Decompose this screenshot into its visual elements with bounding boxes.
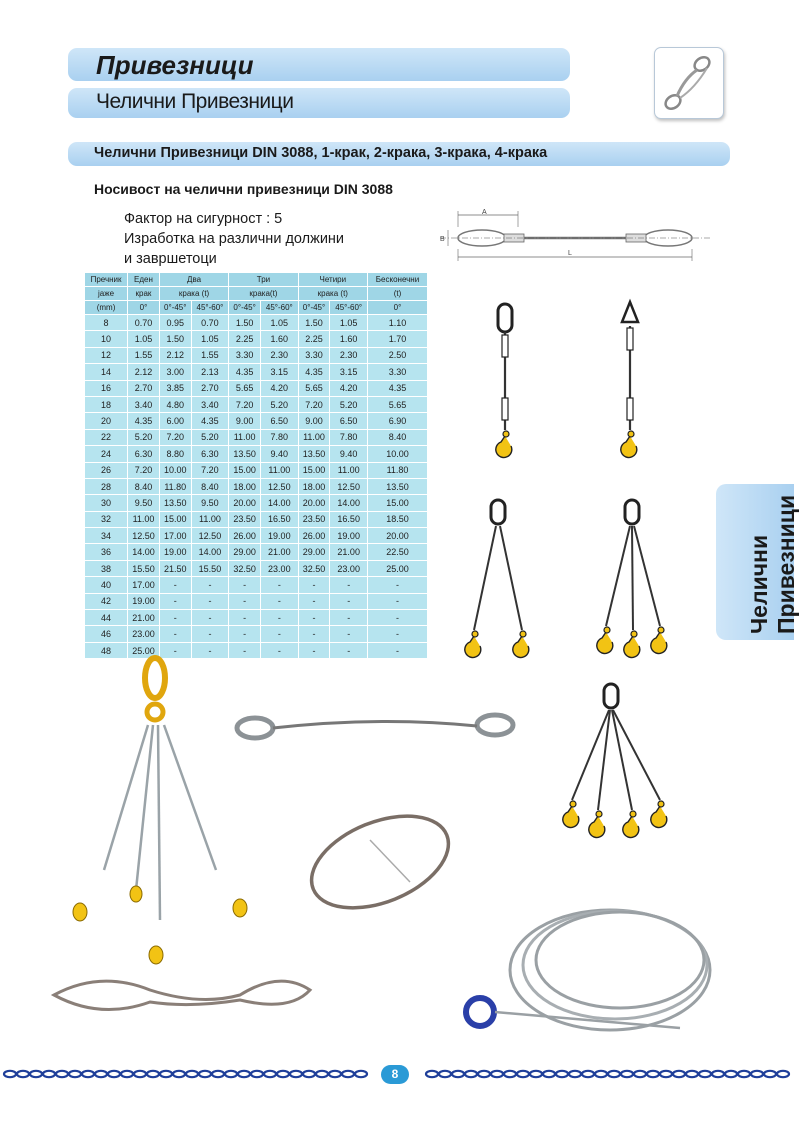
lengths-note: Изработка на различни должини xyxy=(124,231,345,247)
table-row xyxy=(85,577,428,593)
table-cell: 15.00 xyxy=(298,462,330,478)
table-cell: 12.50 xyxy=(330,478,368,494)
table-cell: - xyxy=(368,610,428,626)
table-cell: 20.00 xyxy=(368,528,428,544)
table-cell: 1.55 xyxy=(128,347,160,363)
table-cell: 4.80 xyxy=(159,396,191,412)
table-cell: 8.40 xyxy=(368,429,428,445)
table-row xyxy=(85,511,428,527)
table-heading: Носивост на челични привезници DIN 3088 xyxy=(94,181,393,197)
table-cell: 23.50 xyxy=(229,511,261,527)
table-cell: 15.00 xyxy=(229,462,261,478)
table-cell: 4.20 xyxy=(330,380,368,396)
table-cell: 2.25 xyxy=(229,331,261,347)
table-cell: 21.00 xyxy=(128,610,160,626)
table-cell: 29.00 xyxy=(229,544,261,560)
table-header-cell: Пречник xyxy=(85,273,128,287)
table-header-cell: крака(t) xyxy=(229,287,298,301)
table-cell: 32.50 xyxy=(229,560,261,576)
table-cell: - xyxy=(191,593,229,609)
table-cell: 26.00 xyxy=(298,528,330,544)
side-tab-text xyxy=(746,495,800,634)
table-header-cell: крак xyxy=(128,287,160,301)
table-cell: 6.30 xyxy=(191,446,229,462)
table-cell: 18.50 xyxy=(368,511,428,527)
table-cell: 26 xyxy=(85,462,128,478)
table-cell: 17.00 xyxy=(128,577,160,593)
table-cell: 18 xyxy=(85,396,128,412)
coiled-wire-rope-photo xyxy=(466,910,710,1030)
table-cell: 3.15 xyxy=(330,364,368,380)
table-cell: - xyxy=(159,642,191,658)
table-row xyxy=(85,331,428,347)
table-cell: 19.00 xyxy=(159,544,191,560)
table-cell: 29.00 xyxy=(298,544,330,560)
table-cell: 6.90 xyxy=(368,413,428,429)
table-cell: 16.50 xyxy=(330,511,368,527)
table-cell: 14 xyxy=(85,364,128,380)
table-header-cell: Бесконечни xyxy=(368,273,428,287)
table-row xyxy=(85,544,428,560)
table-cell: - xyxy=(261,610,299,626)
page-subtitle: Челични Привезници xyxy=(96,90,294,113)
table-header-cell: 0°-45° xyxy=(229,301,261,315)
table-cell: 19.00 xyxy=(261,528,299,544)
table-header-cell: крака (t) xyxy=(159,287,228,301)
table-cell: 46 xyxy=(85,626,128,642)
table-cell: - xyxy=(298,610,330,626)
table-cell: 3.30 xyxy=(298,347,330,363)
table-cell: 11.00 xyxy=(298,429,330,445)
table-cell: 11.00 xyxy=(261,462,299,478)
table-cell: 13.50 xyxy=(298,446,330,462)
table-header-cell: Четири xyxy=(298,273,367,287)
table-cell: 23.00 xyxy=(261,560,299,576)
table-cell: 4.35 xyxy=(229,364,261,380)
table-cell: 12 xyxy=(85,347,128,363)
table-cell: 3.00 xyxy=(159,364,191,380)
table-cell: 5.20 xyxy=(191,429,229,445)
table-cell: 36 xyxy=(85,544,128,560)
table-cell: 13.50 xyxy=(368,478,428,494)
table-cell: 15.50 xyxy=(128,560,160,576)
table-cell: - xyxy=(261,577,299,593)
table-cell: - xyxy=(229,610,261,626)
table-cell: 5.65 xyxy=(368,396,428,412)
table-cell: 23.00 xyxy=(330,560,368,576)
table-cell: 38 xyxy=(85,560,128,576)
soft-eye-wire-sling-photo xyxy=(54,981,310,1009)
table-cell: - xyxy=(261,642,299,658)
page-title: Привезници xyxy=(96,50,254,80)
table-cell: 32 xyxy=(85,511,128,527)
table-header-cell: Три xyxy=(229,273,298,287)
sling-dimension-diagram xyxy=(440,205,710,265)
table-row xyxy=(85,626,428,642)
table-header-cell: 0° xyxy=(368,301,428,315)
table-cell: 7.20 xyxy=(229,396,261,412)
table-cell: 11.80 xyxy=(368,462,428,478)
table-cell: 6.30 xyxy=(128,446,160,462)
table-cell: 9.00 xyxy=(298,413,330,429)
table-cell: 10.00 xyxy=(159,462,191,478)
table-cell: 48 xyxy=(85,642,128,658)
table-cell: - xyxy=(261,626,299,642)
two-leg-sling-icon xyxy=(465,500,529,657)
table-cell: 4.35 xyxy=(128,413,160,429)
table-cell: 9.40 xyxy=(330,446,368,462)
table-header-cell: 45°-60° xyxy=(191,301,229,315)
table-cell: 1.70 xyxy=(368,331,428,347)
table-cell: 8 xyxy=(85,315,128,331)
table-cell: - xyxy=(368,577,428,593)
table-row xyxy=(85,462,428,478)
table-cell: 20 xyxy=(85,413,128,429)
table-cell: 22.50 xyxy=(368,544,428,560)
table-cell: 1.50 xyxy=(229,315,261,331)
table-cell: 7.80 xyxy=(261,429,299,445)
table-cell: 6.50 xyxy=(330,413,368,429)
dimension-b-label: B xyxy=(440,236,445,243)
table-row xyxy=(85,347,428,363)
table-cell: 14.00 xyxy=(261,495,299,511)
table-cell: 5.20 xyxy=(128,429,160,445)
table-cell: - xyxy=(298,577,330,593)
table-cell: 30 xyxy=(85,495,128,511)
table-cell: 13.50 xyxy=(229,446,261,462)
table-cell: 28 xyxy=(85,478,128,494)
table-cell: 7.20 xyxy=(191,462,229,478)
side-tab-line1: Челични xyxy=(746,534,772,634)
table-cell: 19.00 xyxy=(330,528,368,544)
one-leg-sling-icon xyxy=(621,302,638,457)
table-cell: 5.65 xyxy=(298,380,330,396)
table-cell: 20.00 xyxy=(298,495,330,511)
table-row xyxy=(85,396,428,412)
table-row xyxy=(85,446,428,462)
table-header-cell: (mm) xyxy=(85,301,128,315)
table-cell: 32.50 xyxy=(298,560,330,576)
load-capacity-table xyxy=(84,272,428,659)
table-cell: 1.05 xyxy=(261,315,299,331)
table-cell: 1.05 xyxy=(128,331,160,347)
table-cell: 10 xyxy=(85,331,128,347)
table-cell: 8.40 xyxy=(128,478,160,494)
table-cell: 1.50 xyxy=(159,331,191,347)
table-cell: 3.40 xyxy=(128,396,160,412)
table-cell: 1.10 xyxy=(368,315,428,331)
table-header-cell: јаже xyxy=(85,287,128,301)
table-row xyxy=(85,413,428,429)
table-cell: 21.00 xyxy=(261,544,299,560)
table-cell: 0.70 xyxy=(128,315,160,331)
table-cell: 15.50 xyxy=(191,560,229,576)
table-cell: 12.50 xyxy=(128,528,160,544)
page-number: 8 xyxy=(381,1065,409,1084)
table-header-cell: (t) xyxy=(368,287,428,301)
table-cell: - xyxy=(330,642,368,658)
table-cell: 0.95 xyxy=(159,315,191,331)
table-cell: 18.00 xyxy=(229,478,261,494)
one-leg-sling-icon xyxy=(496,304,512,457)
table-cell: 14.00 xyxy=(191,544,229,560)
side-category-tab xyxy=(716,484,799,640)
table-header-cell: Еден xyxy=(128,273,160,287)
table-cell: 5.20 xyxy=(330,396,368,412)
table-header-cell: 0°-45° xyxy=(159,301,191,315)
table-cell: 13.50 xyxy=(159,495,191,511)
table-cell: - xyxy=(330,626,368,642)
table-cell: 3.30 xyxy=(368,364,428,380)
table-cell: 44 xyxy=(85,610,128,626)
table-cell: 7.20 xyxy=(159,429,191,445)
table-cell: 1.60 xyxy=(261,331,299,347)
table-cell: 1.55 xyxy=(191,347,229,363)
table-cell: 25.00 xyxy=(128,642,160,658)
table-cell: 20.00 xyxy=(229,495,261,511)
table-cell: - xyxy=(229,642,261,658)
table-header-cell: 0°-45° xyxy=(298,301,330,315)
table-cell: 3.40 xyxy=(191,396,229,412)
table-row xyxy=(85,495,428,511)
table-cell: - xyxy=(159,610,191,626)
table-cell: 7.20 xyxy=(128,462,160,478)
table-header-row xyxy=(85,301,428,315)
table-cell: - xyxy=(330,577,368,593)
table-cell: - xyxy=(298,626,330,642)
sling-photos xyxy=(40,650,740,1050)
table-cell: 42 xyxy=(85,593,128,609)
table-cell: 15.00 xyxy=(159,511,191,527)
table-cell: 18.00 xyxy=(298,478,330,494)
table-cell: 2.30 xyxy=(330,347,368,363)
table-header-cell: 45°-60° xyxy=(261,301,299,315)
table-cell: 14.00 xyxy=(128,544,160,560)
dimension-l-label: L xyxy=(568,250,572,257)
table-cell: 34 xyxy=(85,528,128,544)
table-header-cell: 0° xyxy=(128,301,160,315)
table-cell: 11.00 xyxy=(128,511,160,527)
thimble-eye-wire-sling-photo xyxy=(237,715,513,738)
table-row xyxy=(85,478,428,494)
table-cell: 5.65 xyxy=(229,380,261,396)
table-cell: 21.50 xyxy=(159,560,191,576)
table-cell: 19.00 xyxy=(128,593,160,609)
table-cell: 24 xyxy=(85,446,128,462)
table-cell: - xyxy=(191,642,229,658)
table-cell: 4.35 xyxy=(368,380,428,396)
table-cell: 4.35 xyxy=(298,364,330,380)
table-cell: - xyxy=(159,593,191,609)
table-cell: 5.20 xyxy=(261,396,299,412)
table-row xyxy=(85,560,428,576)
four-leg-wire-sling-photo xyxy=(73,658,247,964)
table-cell: 2.70 xyxy=(191,380,229,396)
side-tab-line2: Привезници xyxy=(773,494,799,634)
table-cell: 6.50 xyxy=(261,413,299,429)
table-header-cell: Два xyxy=(159,273,228,287)
endless-wire-sling-photo xyxy=(298,798,461,926)
table-cell: - xyxy=(368,626,428,642)
table-row xyxy=(85,610,428,626)
table-header-cell: крака (t) xyxy=(298,287,367,301)
table-cell: 8.40 xyxy=(191,478,229,494)
table-cell: 7.20 xyxy=(298,396,330,412)
table-cell: 4.35 xyxy=(191,413,229,429)
table-cell: 9.50 xyxy=(128,495,160,511)
chain-border-right-icon xyxy=(422,1068,794,1080)
table-row xyxy=(85,364,428,380)
table-row xyxy=(85,315,428,331)
chain-border-left-icon xyxy=(0,1068,372,1080)
table-cell: 8.80 xyxy=(159,446,191,462)
table-cell: 1.60 xyxy=(330,331,368,347)
table-cell: 25.00 xyxy=(368,560,428,576)
table-cell: 1.05 xyxy=(191,331,229,347)
table-cell: 2.25 xyxy=(298,331,330,347)
table-cell: - xyxy=(261,593,299,609)
table-cell: 11.80 xyxy=(159,478,191,494)
table-cell: 12.50 xyxy=(191,528,229,544)
table-cell: - xyxy=(191,610,229,626)
table-cell: 2.13 xyxy=(191,364,229,380)
table-cell: - xyxy=(191,626,229,642)
table-cell: 26.00 xyxy=(229,528,261,544)
table-cell: - xyxy=(159,626,191,642)
table-cell: - xyxy=(298,593,330,609)
table-cell: - xyxy=(229,577,261,593)
table-cell: - xyxy=(229,626,261,642)
table-cell: 4.20 xyxy=(261,380,299,396)
table-cell: 23.50 xyxy=(298,511,330,527)
table-row xyxy=(85,429,428,445)
table-cell: 9.40 xyxy=(261,446,299,462)
table-header-row xyxy=(85,287,428,301)
table-cell: 2.30 xyxy=(261,347,299,363)
table-cell: 3.30 xyxy=(229,347,261,363)
table-cell: 16.50 xyxy=(261,511,299,527)
table-cell: 23.00 xyxy=(128,626,160,642)
table-cell: 1.50 xyxy=(298,315,330,331)
terminations-note: и завршетоци xyxy=(124,251,217,267)
table-cell: 2.12 xyxy=(159,347,191,363)
table-cell: 9.00 xyxy=(229,413,261,429)
table-cell: 9.50 xyxy=(191,495,229,511)
table-cell: - xyxy=(229,593,261,609)
table-cell: 2.70 xyxy=(128,380,160,396)
dimension-a-label: A xyxy=(482,209,487,216)
table-row xyxy=(85,528,428,544)
table-cell: 11.00 xyxy=(229,429,261,445)
table-header-row xyxy=(85,273,428,287)
table-cell: 15.00 xyxy=(368,495,428,511)
table-row xyxy=(85,593,428,609)
table-cell: 22 xyxy=(85,429,128,445)
section-title: Челични Привезници DIN 3088, 1-крак, 2-крака, 3-крака, 4-крака xyxy=(94,145,548,161)
table-cell: 40 xyxy=(85,577,128,593)
table-cell: 12.50 xyxy=(261,478,299,494)
table-cell: 1.05 xyxy=(330,315,368,331)
table-cell: - xyxy=(368,593,428,609)
three-leg-sling-icon xyxy=(597,500,667,657)
table-header-cell: 45°-60° xyxy=(330,301,368,315)
table-cell: - xyxy=(368,642,428,658)
table-cell: 3.15 xyxy=(261,364,299,380)
table-cell: 17.00 xyxy=(159,528,191,544)
wire-rope-sling-thumbnail-icon xyxy=(654,47,724,119)
table-cell: - xyxy=(330,610,368,626)
table-cell: 21.00 xyxy=(330,544,368,560)
safety-factor-note: Фактор на сигурност : 5 xyxy=(124,211,283,227)
table-cell: 11.00 xyxy=(191,511,229,527)
table-cell: 2.50 xyxy=(368,347,428,363)
table-cell: 7.80 xyxy=(330,429,368,445)
table-cell: 16 xyxy=(85,380,128,396)
table-cell: 6.00 xyxy=(159,413,191,429)
table-cell: 3.85 xyxy=(159,380,191,396)
table-cell: - xyxy=(159,577,191,593)
table-cell: 14.00 xyxy=(330,495,368,511)
table-cell: - xyxy=(330,593,368,609)
table-cell: 10.00 xyxy=(368,446,428,462)
table-cell: 0.70 xyxy=(191,315,229,331)
table-cell: - xyxy=(298,642,330,658)
table-row xyxy=(85,380,428,396)
table-cell: - xyxy=(191,577,229,593)
table-cell: 2.12 xyxy=(128,364,160,380)
table-cell: 11.00 xyxy=(330,462,368,478)
